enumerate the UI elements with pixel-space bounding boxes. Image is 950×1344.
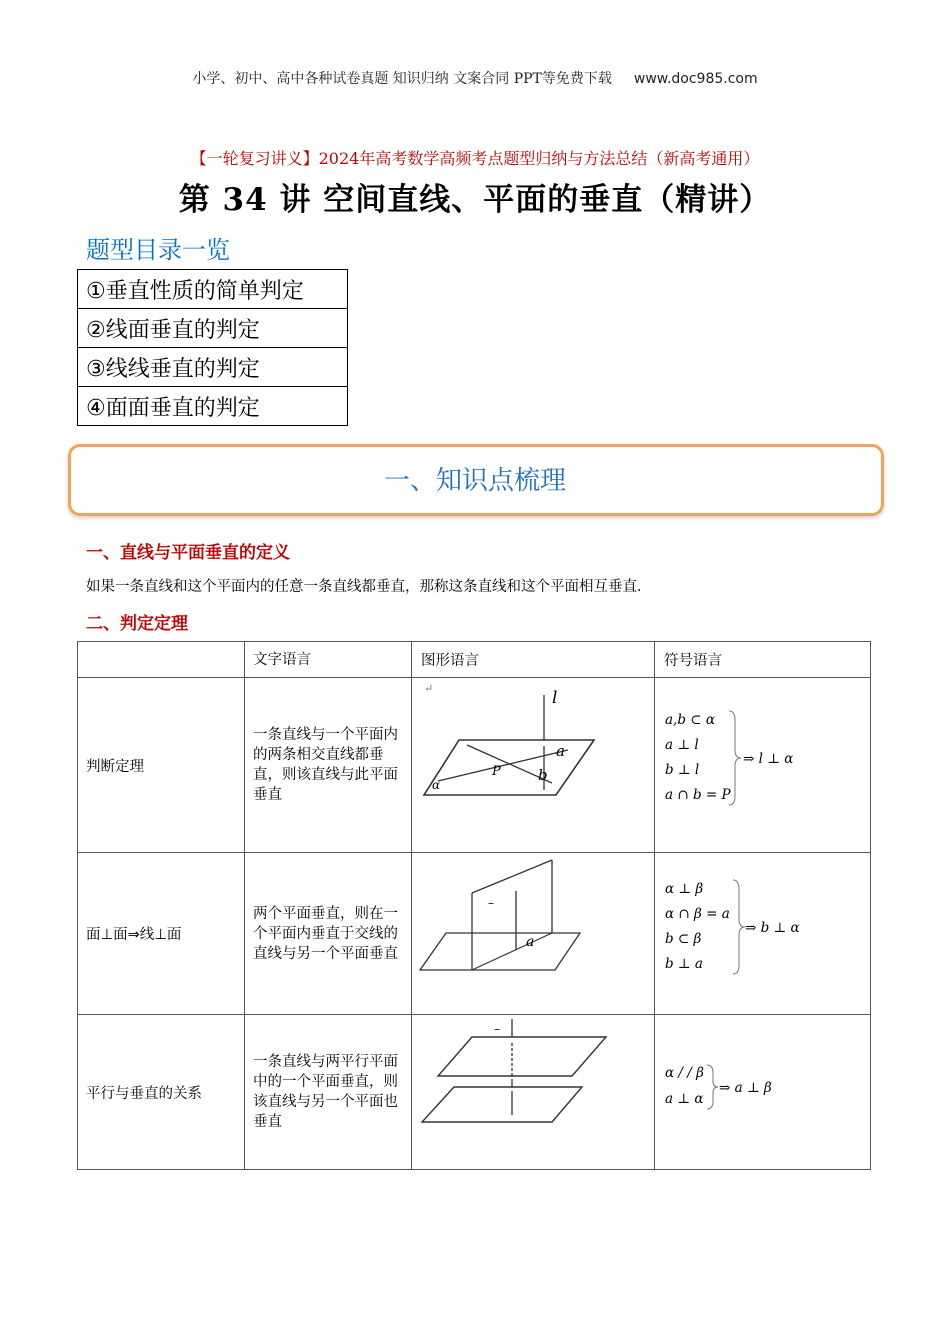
row-symbols <box>655 853 871 1015</box>
brace-icon <box>733 880 745 974</box>
row-figure <box>412 853 655 1015</box>
plane-plane-perpendicular-diagram <box>412 853 654 1010</box>
line-plane-perpendicular-diagram <box>412 678 654 848</box>
table-header-row <box>78 642 871 678</box>
intersection-line-a <box>472 933 552 970</box>
toc-item: ③线线垂直的判定 <box>78 348 348 387</box>
page-title: 第 34 讲 空间直线、平面的垂直（精讲） <box>178 182 772 218</box>
site-header-text: 小学、初中、高中各种试卷真题 知识归纳 文案合同 PPT等免费下载 <box>192 71 612 87</box>
symbol-block <box>655 1015 870 1165</box>
label-l: l <box>552 688 558 708</box>
row-name: 判断定理 <box>78 678 245 853</box>
brace-icon <box>729 711 741 805</box>
row-text: 一条直线与一个平面内的两条相交直线都垂直，则该直线与此平面垂直 <box>245 678 412 853</box>
row-figure <box>412 1015 655 1170</box>
symbol-line: a,b ⊂ α <box>665 712 715 728</box>
theorem-table <box>77 641 871 1170</box>
plane-alpha <box>424 740 594 795</box>
symbol-block <box>655 678 870 848</box>
row-figure <box>412 678 655 853</box>
row-name: 平行与垂直的关系 <box>78 1015 245 1170</box>
toc-heading: 题型目录一览 <box>86 236 230 264</box>
symbol-line: a ∩ b = P <box>665 787 731 803</box>
label-a-mark: – <box>494 1022 500 1036</box>
toc-item: ②线面垂直的判定 <box>78 309 348 348</box>
symbol-line: α ⊥ β <box>665 881 704 897</box>
table-row <box>78 678 871 853</box>
header-cell-text: 文字语言 <box>245 642 412 678</box>
line-a <box>438 750 568 781</box>
symbol-line: α ∩ β = a <box>665 906 730 922</box>
parallel-planes-diagram <box>412 1015 654 1165</box>
plane-beta-top <box>472 860 552 893</box>
section-heading-definition: 一、直线与平面垂直的定义 <box>86 543 290 563</box>
toc-item: ①垂直性质的简单判定 <box>78 270 348 309</box>
symbol-line: b ⊂ β <box>665 931 702 947</box>
return-mark: ↵ <box>424 682 434 695</box>
header-cell-figure <box>412 642 655 678</box>
symbol-block <box>655 853 870 1010</box>
plane-alpha <box>420 933 580 970</box>
definition-text: 如果一条直线和这个平面内的任意一条直线都垂直，那称这条直线和这个平面相互垂直. <box>86 579 642 595</box>
symbol-line: a ⊥ l <box>665 737 699 753</box>
plane-alpha <box>438 1037 606 1076</box>
symbol-line: α / / β <box>665 1065 704 1081</box>
series-title: 【一轮复习讲义】2024年高考数学高频考点题型归纳与方法总结（新高考通用） <box>190 149 760 168</box>
plane-beta <box>422 1087 582 1122</box>
symbol-conclusion: ⇒ a ⊥ β <box>719 1080 772 1096</box>
section-heading-theorems: 二、判定定理 <box>86 614 188 634</box>
label-a: a <box>526 934 535 950</box>
symbol-line: b ⊥ l <box>665 762 700 778</box>
symbol-line: a ⊥ α <box>665 1091 704 1107</box>
row-name: 面⊥面⇒线⊥面 <box>78 853 245 1015</box>
toc-item: ④面面垂直的判定 <box>78 387 348 426</box>
label-b: b <box>538 766 548 784</box>
brace-icon <box>707 1065 718 1109</box>
symbol-conclusion: ⇒ b ⊥ α <box>745 920 800 936</box>
header-figure-label: 图形语言 <box>421 653 479 669</box>
label-a: a <box>556 742 565 760</box>
row-symbols <box>655 678 871 853</box>
symbol-line: b ⊥ a <box>665 956 703 972</box>
site-url[interactable]: www.doc985.com <box>633 71 758 87</box>
toc-table <box>77 269 348 426</box>
label-alpha: α <box>432 778 441 792</box>
row-symbols <box>655 1015 871 1170</box>
label-b-mark: – <box>488 896 494 910</box>
symbol-conclusion: ⇒ l ⊥ α <box>743 751 794 767</box>
header-symbol-label: 符号语言 <box>664 653 722 669</box>
site-header <box>0 68 950 88</box>
table-row <box>78 1015 871 1170</box>
row-text: 一条直线与两平行平面中的一个平面垂直，则该直线与另一个平面也垂直 <box>245 1015 412 1170</box>
section-banner-title: 一、知识点梳理 <box>383 466 566 496</box>
table-row <box>78 853 871 1015</box>
header-cell-symbol <box>655 642 871 678</box>
row-text: 两个平面垂直，则在一个平面内垂直于交线的直线与另一个平面垂直 <box>245 853 412 1015</box>
header-cell-empty <box>78 642 245 678</box>
label-P: P <box>492 764 501 779</box>
